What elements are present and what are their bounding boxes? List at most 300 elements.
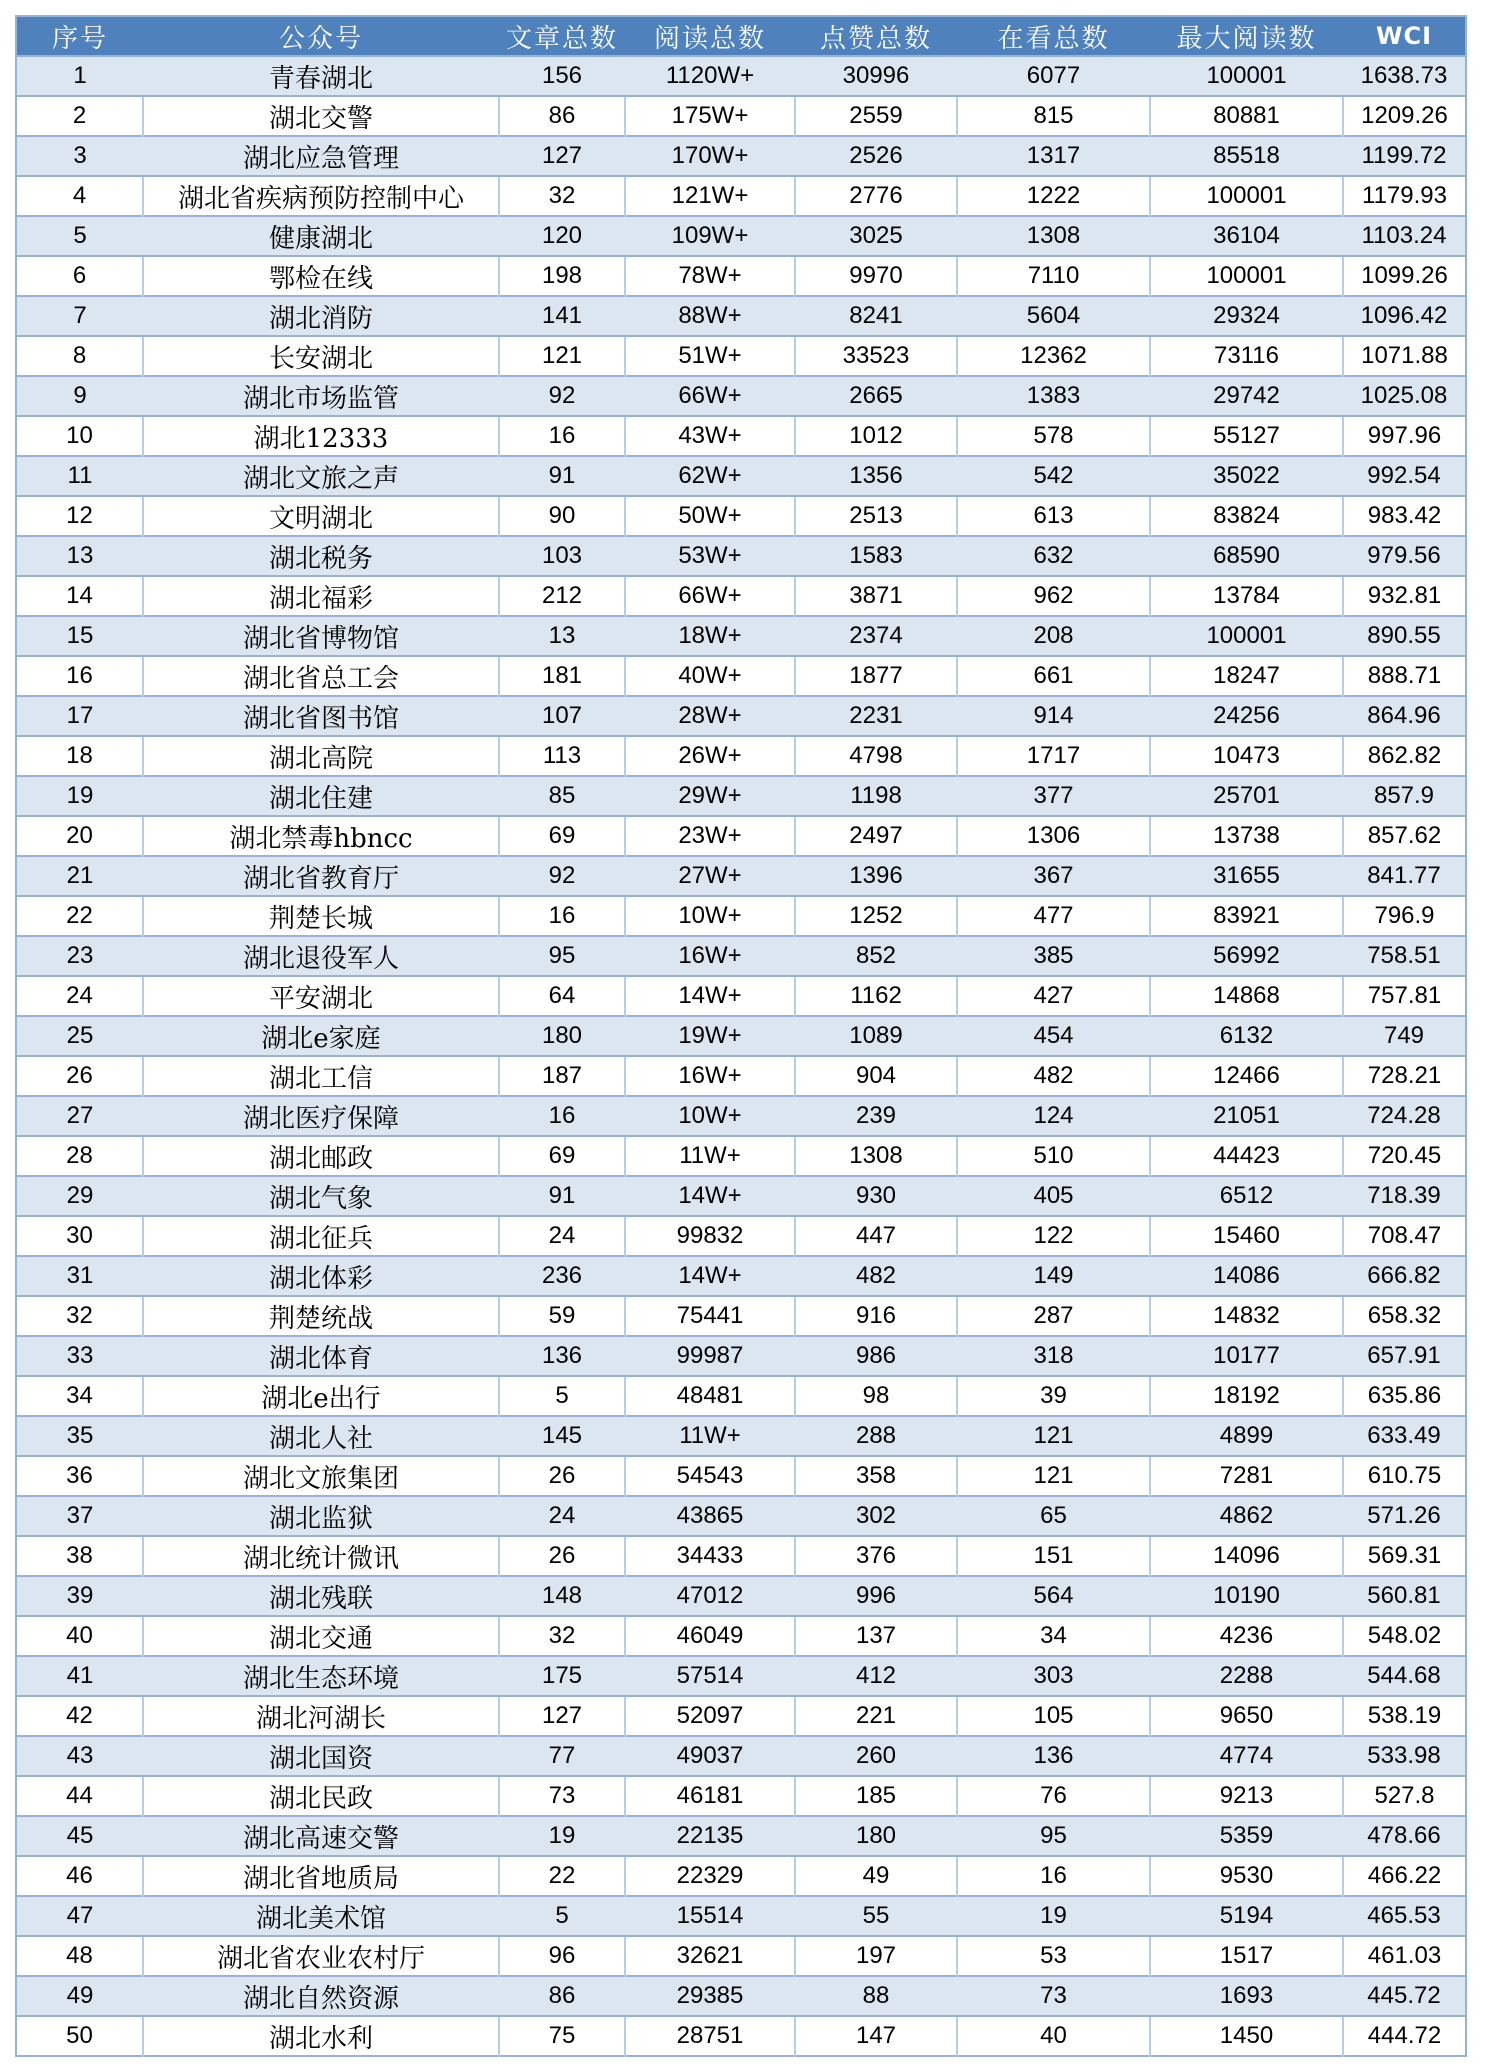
- max-reads-cell: 18192: [1150, 1376, 1343, 1416]
- article-count-cell: 90: [499, 496, 625, 536]
- max-reads-cell: 14832: [1150, 1296, 1343, 1336]
- wci-ranking-table: [15, 15, 1467, 2057]
- rank-cell: 12: [16, 496, 143, 536]
- article-count-cell: 127: [499, 136, 625, 176]
- account-name-cell: 湖北省地质局: [143, 1856, 499, 1896]
- account-name-cell: 湖北e出行: [143, 1376, 499, 1416]
- total-likes-cell: 49: [795, 1856, 957, 1896]
- total-reads-cell: 50W+: [625, 496, 795, 536]
- max-reads-cell: 56992: [1150, 936, 1343, 976]
- max-reads-cell: 100001: [1150, 176, 1343, 216]
- total-likes-cell: 3871: [795, 576, 957, 616]
- header-account: 公众号: [143, 16, 499, 56]
- total-watching-cell: 405: [957, 1176, 1150, 1216]
- table-row: [16, 56, 1466, 96]
- total-watching-cell: 16: [957, 1856, 1150, 1896]
- total-reads-cell: 170W+: [625, 136, 795, 176]
- total-likes-cell: 2526: [795, 136, 957, 176]
- rank-cell: 34: [16, 1376, 143, 1416]
- total-reads-cell: 11W+: [625, 1136, 795, 1176]
- total-likes-cell: 358: [795, 1456, 957, 1496]
- max-reads-cell: 4236: [1150, 1616, 1343, 1656]
- total-reads-cell: 23W+: [625, 816, 795, 856]
- article-count-cell: 73: [499, 1776, 625, 1816]
- rank-cell: 15: [16, 616, 143, 656]
- total-reads-cell: 22329: [625, 1856, 795, 1896]
- total-likes-cell: 1877: [795, 656, 957, 696]
- table-row: [16, 1856, 1466, 1896]
- max-reads-cell: 14096: [1150, 1536, 1343, 1576]
- wci-cell: 1071.88: [1343, 336, 1466, 376]
- rank-cell: 48: [16, 1936, 143, 1976]
- rank-cell: 21: [16, 856, 143, 896]
- wci-cell: 444.72: [1343, 2016, 1466, 2056]
- total-watching-cell: 815: [957, 96, 1150, 136]
- total-reads-cell: 14W+: [625, 976, 795, 1016]
- table-row: [16, 696, 1466, 736]
- account-name-cell: 鄂检在线: [143, 256, 499, 296]
- total-reads-cell: 51W+: [625, 336, 795, 376]
- wci-cell: 548.02: [1343, 1616, 1466, 1656]
- max-reads-cell: 100001: [1150, 256, 1343, 296]
- wci-cell: 610.75: [1343, 1456, 1466, 1496]
- total-reads-cell: 27W+: [625, 856, 795, 896]
- account-name-cell: 湖北工信: [143, 1056, 499, 1096]
- total-reads-cell: 15514: [625, 1896, 795, 1936]
- rank-cell: 18: [16, 736, 143, 776]
- total-likes-cell: 1308: [795, 1136, 957, 1176]
- article-count-cell: 69: [499, 1136, 625, 1176]
- account-name-cell: 湖北水利: [143, 2016, 499, 2056]
- table-row: [16, 656, 1466, 696]
- wci-cell: 796.9: [1343, 896, 1466, 936]
- account-name-cell: 湖北体彩: [143, 1256, 499, 1296]
- total-reads-cell: 66W+: [625, 376, 795, 416]
- header-row: [16, 16, 1466, 56]
- max-reads-cell: 1450: [1150, 2016, 1343, 2056]
- total-watching-cell: 367: [957, 856, 1150, 896]
- rank-cell: 26: [16, 1056, 143, 1096]
- article-count-cell: 127: [499, 1696, 625, 1736]
- header-max-reads: 最大阅读数: [1150, 16, 1343, 56]
- total-reads-cell: 62W+: [625, 456, 795, 496]
- total-reads-cell: 48481: [625, 1376, 795, 1416]
- total-likes-cell: 1252: [795, 896, 957, 936]
- total-watching-cell: 454: [957, 1016, 1150, 1056]
- wci-cell: 461.03: [1343, 1936, 1466, 1976]
- rank-cell: 1: [16, 56, 143, 96]
- table-row: [16, 1976, 1466, 2016]
- table-row: [16, 1336, 1466, 1376]
- max-reads-cell: 29324: [1150, 296, 1343, 336]
- article-count-cell: 24: [499, 1216, 625, 1256]
- table-row: [16, 1376, 1466, 1416]
- table-row: [16, 736, 1466, 776]
- total-likes-cell: 33523: [795, 336, 957, 376]
- wci-cell: 466.22: [1343, 1856, 1466, 1896]
- article-count-cell: 95: [499, 936, 625, 976]
- account-name-cell: 湖北e家庭: [143, 1016, 499, 1056]
- max-reads-cell: 14086: [1150, 1256, 1343, 1296]
- total-likes-cell: 482: [795, 1256, 957, 1296]
- total-watching-cell: 427: [957, 976, 1150, 1016]
- total-watching-cell: 6077: [957, 56, 1150, 96]
- total-watching-cell: 121: [957, 1456, 1150, 1496]
- table-row: [16, 136, 1466, 176]
- account-name-cell: 湖北邮政: [143, 1136, 499, 1176]
- wci-cell: 718.39: [1343, 1176, 1466, 1216]
- total-likes-cell: 376: [795, 1536, 957, 1576]
- article-count-cell: 156: [499, 56, 625, 96]
- max-reads-cell: 10473: [1150, 736, 1343, 776]
- rank-cell: 45: [16, 1816, 143, 1856]
- header-wci: WCI: [1343, 16, 1466, 56]
- total-reads-cell: 26W+: [625, 736, 795, 776]
- total-likes-cell: 3025: [795, 216, 957, 256]
- account-name-cell: 湖北人社: [143, 1416, 499, 1456]
- total-reads-cell: 19W+: [625, 1016, 795, 1056]
- table-body: [16, 56, 1466, 2056]
- account-name-cell: 荆楚统战: [143, 1296, 499, 1336]
- rank-cell: 42: [16, 1696, 143, 1736]
- total-likes-cell: 930: [795, 1176, 957, 1216]
- article-count-cell: 86: [499, 96, 625, 136]
- rank-cell: 32: [16, 1296, 143, 1336]
- total-likes-cell: 916: [795, 1296, 957, 1336]
- account-name-cell: 湖北12333: [143, 416, 499, 456]
- rank-cell: 29: [16, 1176, 143, 1216]
- article-count-cell: 175: [499, 1656, 625, 1696]
- total-watching-cell: 53: [957, 1936, 1150, 1976]
- total-likes-cell: 30996: [795, 56, 957, 96]
- total-likes-cell: 8241: [795, 296, 957, 336]
- wci-cell: 857.9: [1343, 776, 1466, 816]
- total-watching-cell: 122: [957, 1216, 1150, 1256]
- table-row: [16, 1736, 1466, 1776]
- table-row: [16, 1136, 1466, 1176]
- total-likes-cell: 996: [795, 1576, 957, 1616]
- total-likes-cell: 1012: [795, 416, 957, 456]
- max-reads-cell: 12466: [1150, 1056, 1343, 1096]
- table-row: [16, 856, 1466, 896]
- rank-cell: 13: [16, 536, 143, 576]
- wci-cell: 749: [1343, 1016, 1466, 1056]
- table-row: [16, 376, 1466, 416]
- total-likes-cell: 4798: [795, 736, 957, 776]
- table-row: [16, 896, 1466, 936]
- max-reads-cell: 9213: [1150, 1776, 1343, 1816]
- account-name-cell: 湖北国资: [143, 1736, 499, 1776]
- total-reads-cell: 14W+: [625, 1176, 795, 1216]
- article-count-cell: 22: [499, 1856, 625, 1896]
- table-row: [16, 1056, 1466, 1096]
- account-name-cell: 湖北河湖长: [143, 1696, 499, 1736]
- article-count-cell: 64: [499, 976, 625, 1016]
- total-reads-cell: 22135: [625, 1816, 795, 1856]
- total-watching-cell: 377: [957, 776, 1150, 816]
- wci-cell: 992.54: [1343, 456, 1466, 496]
- table-row: [16, 1616, 1466, 1656]
- rank-cell: 20: [16, 816, 143, 856]
- total-likes-cell: 1356: [795, 456, 957, 496]
- table-row: [16, 1416, 1466, 1456]
- account-name-cell: 湖北高速交警: [143, 1816, 499, 1856]
- table-row: [16, 296, 1466, 336]
- table-row: [16, 216, 1466, 256]
- total-watching-cell: 1717: [957, 736, 1150, 776]
- article-count-cell: 96: [499, 1936, 625, 1976]
- account-name-cell: 湖北交通: [143, 1616, 499, 1656]
- max-reads-cell: 83824: [1150, 496, 1343, 536]
- total-watching-cell: 385: [957, 936, 1150, 976]
- article-count-cell: 86: [499, 1976, 625, 2016]
- rank-cell: 25: [16, 1016, 143, 1056]
- table-row: [16, 1296, 1466, 1336]
- account-name-cell: 湖北省博物馆: [143, 616, 499, 656]
- table-row: [16, 1256, 1466, 1296]
- total-watching-cell: 76: [957, 1776, 1150, 1816]
- max-reads-cell: 2288: [1150, 1656, 1343, 1696]
- article-count-cell: 91: [499, 456, 625, 496]
- article-count-cell: 180: [499, 1016, 625, 1056]
- wci-cell: 1096.42: [1343, 296, 1466, 336]
- account-name-cell: 湖北文旅之声: [143, 456, 499, 496]
- article-count-cell: 13: [499, 616, 625, 656]
- article-count-cell: 19: [499, 1816, 625, 1856]
- rank-cell: 19: [16, 776, 143, 816]
- total-likes-cell: 2559: [795, 96, 957, 136]
- total-reads-cell: 14W+: [625, 1256, 795, 1296]
- wci-cell: 757.81: [1343, 976, 1466, 1016]
- table-row: [16, 336, 1466, 376]
- account-name-cell: 健康湖北: [143, 216, 499, 256]
- max-reads-cell: 36104: [1150, 216, 1343, 256]
- total-watching-cell: 1383: [957, 376, 1150, 416]
- article-count-cell: 120: [499, 216, 625, 256]
- wci-cell: 1638.73: [1343, 56, 1466, 96]
- account-name-cell: 湖北省总工会: [143, 656, 499, 696]
- table-row: [16, 776, 1466, 816]
- max-reads-cell: 83921: [1150, 896, 1343, 936]
- total-reads-cell: 40W+: [625, 656, 795, 696]
- account-name-cell: 湖北医疗保障: [143, 1096, 499, 1136]
- max-reads-cell: 13738: [1150, 816, 1343, 856]
- total-likes-cell: 260: [795, 1736, 957, 1776]
- wci-cell: 862.82: [1343, 736, 1466, 776]
- account-name-cell: 湖北文旅集团: [143, 1456, 499, 1496]
- max-reads-cell: 9650: [1150, 1696, 1343, 1736]
- rank-cell: 39: [16, 1576, 143, 1616]
- rank-cell: 5: [16, 216, 143, 256]
- table-row: [16, 1936, 1466, 1976]
- total-reads-cell: 16W+: [625, 1056, 795, 1096]
- total-watching-cell: 19: [957, 1896, 1150, 1936]
- article-count-cell: 91: [499, 1176, 625, 1216]
- table-row: [16, 496, 1466, 536]
- total-watching-cell: 65: [957, 1496, 1150, 1536]
- max-reads-cell: 4774: [1150, 1736, 1343, 1776]
- max-reads-cell: 55127: [1150, 416, 1343, 456]
- table-row: [16, 936, 1466, 976]
- max-reads-cell: 100001: [1150, 616, 1343, 656]
- account-name-cell: 湖北省疾病预防控制中心: [143, 176, 499, 216]
- article-count-cell: 141: [499, 296, 625, 336]
- wci-cell: 560.81: [1343, 1576, 1466, 1616]
- table-row: [16, 816, 1466, 856]
- max-reads-cell: 1693: [1150, 1976, 1343, 2016]
- total-watching-cell: 542: [957, 456, 1150, 496]
- max-reads-cell: 4899: [1150, 1416, 1343, 1456]
- rank-cell: 2: [16, 96, 143, 136]
- table-row: [16, 1016, 1466, 1056]
- total-watching-cell: 632: [957, 536, 1150, 576]
- total-reads-cell: 11W+: [625, 1416, 795, 1456]
- total-watching-cell: 95: [957, 1816, 1150, 1856]
- table-row: [16, 1216, 1466, 1256]
- article-count-cell: 16: [499, 896, 625, 936]
- total-watching-cell: 121: [957, 1416, 1150, 1456]
- account-name-cell: 青春湖北: [143, 56, 499, 96]
- header-total-reads: 阅读总数: [625, 16, 795, 56]
- article-count-cell: 92: [499, 376, 625, 416]
- table-row: [16, 416, 1466, 456]
- max-reads-cell: 1517: [1150, 1936, 1343, 1976]
- total-reads-cell: 121W+: [625, 176, 795, 216]
- article-count-cell: 148: [499, 1576, 625, 1616]
- wci-cell: 465.53: [1343, 1896, 1466, 1936]
- rank-cell: 28: [16, 1136, 143, 1176]
- account-name-cell: 湖北禁毒hbncc: [143, 816, 499, 856]
- total-watching-cell: 1306: [957, 816, 1150, 856]
- total-reads-cell: 43W+: [625, 416, 795, 456]
- table-row: [16, 1176, 1466, 1216]
- total-likes-cell: 288: [795, 1416, 957, 1456]
- wci-cell: 1199.72: [1343, 136, 1466, 176]
- article-count-cell: 198: [499, 256, 625, 296]
- account-name-cell: 文明湖北: [143, 496, 499, 536]
- wci-cell: 1103.24: [1343, 216, 1466, 256]
- wci-cell: 720.45: [1343, 1136, 1466, 1176]
- max-reads-cell: 31655: [1150, 856, 1343, 896]
- total-watching-cell: 124: [957, 1096, 1150, 1136]
- total-likes-cell: 904: [795, 1056, 957, 1096]
- max-reads-cell: 6512: [1150, 1176, 1343, 1216]
- wci-cell: 633.49: [1343, 1416, 1466, 1456]
- rank-cell: 31: [16, 1256, 143, 1296]
- total-reads-cell: 34433: [625, 1536, 795, 1576]
- rank-cell: 14: [16, 576, 143, 616]
- total-watching-cell: 510: [957, 1136, 1150, 1176]
- wci-cell: 533.98: [1343, 1736, 1466, 1776]
- account-name-cell: 湖北美术馆: [143, 1896, 499, 1936]
- total-watching-cell: 5604: [957, 296, 1150, 336]
- rank-cell: 8: [16, 336, 143, 376]
- rank-cell: 16: [16, 656, 143, 696]
- article-count-cell: 32: [499, 1616, 625, 1656]
- account-name-cell: 湖北省教育厅: [143, 856, 499, 896]
- account-name-cell: 湖北退役军人: [143, 936, 499, 976]
- account-name-cell: 湖北高院: [143, 736, 499, 776]
- max-reads-cell: 10177: [1150, 1336, 1343, 1376]
- header-article-count: 文章总数: [499, 16, 625, 56]
- total-watching-cell: 105: [957, 1696, 1150, 1736]
- article-count-cell: 107: [499, 696, 625, 736]
- account-name-cell: 湖北省图书馆: [143, 696, 499, 736]
- rank-cell: 33: [16, 1336, 143, 1376]
- total-reads-cell: 29385: [625, 1976, 795, 2016]
- total-likes-cell: 2374: [795, 616, 957, 656]
- total-likes-cell: 2231: [795, 696, 957, 736]
- max-reads-cell: 7281: [1150, 1456, 1343, 1496]
- wci-cell: 478.66: [1343, 1816, 1466, 1856]
- account-name-cell: 湖北残联: [143, 1576, 499, 1616]
- total-reads-cell: 32621: [625, 1936, 795, 1976]
- table-row: [16, 2016, 1466, 2056]
- total-likes-cell: 137: [795, 1616, 957, 1656]
- account-name-cell: 湖北应急管理: [143, 136, 499, 176]
- total-watching-cell: 1308: [957, 216, 1150, 256]
- rank-cell: 23: [16, 936, 143, 976]
- account-name-cell: 湖北交警: [143, 96, 499, 136]
- wci-cell: 445.72: [1343, 1976, 1466, 2016]
- total-reads-cell: 18W+: [625, 616, 795, 656]
- account-name-cell: 荆楚长城: [143, 896, 499, 936]
- wci-cell: 1099.26: [1343, 256, 1466, 296]
- article-count-cell: 187: [499, 1056, 625, 1096]
- wci-cell: 997.96: [1343, 416, 1466, 456]
- wci-cell: 983.42: [1343, 496, 1466, 536]
- wci-cell: 666.82: [1343, 1256, 1466, 1296]
- table-row: [16, 1696, 1466, 1736]
- rank-cell: 7: [16, 296, 143, 336]
- total-likes-cell: 98: [795, 1376, 957, 1416]
- account-name-cell: 湖北民政: [143, 1776, 499, 1816]
- table-row: [16, 616, 1466, 656]
- rank-cell: 17: [16, 696, 143, 736]
- rank-cell: 47: [16, 1896, 143, 1936]
- rank-cell: 49: [16, 1976, 143, 2016]
- total-reads-cell: 75441: [625, 1296, 795, 1336]
- wci-cell: 658.32: [1343, 1296, 1466, 1336]
- total-reads-cell: 88W+: [625, 296, 795, 336]
- table-row: [16, 96, 1466, 136]
- account-name-cell: 湖北气象: [143, 1176, 499, 1216]
- max-reads-cell: 6132: [1150, 1016, 1343, 1056]
- wci-cell: 932.81: [1343, 576, 1466, 616]
- wci-cell: 857.62: [1343, 816, 1466, 856]
- wci-cell: 544.68: [1343, 1656, 1466, 1696]
- wci-cell: 571.26: [1343, 1496, 1466, 1536]
- total-watching-cell: 1222: [957, 176, 1150, 216]
- total-likes-cell: 2497: [795, 816, 957, 856]
- total-watching-cell: 208: [957, 616, 1150, 656]
- account-name-cell: 湖北自然资源: [143, 1976, 499, 2016]
- total-watching-cell: 149: [957, 1256, 1150, 1296]
- wci-cell: 1209.26: [1343, 96, 1466, 136]
- total-watching-cell: 151: [957, 1536, 1150, 1576]
- total-reads-cell: 43865: [625, 1496, 795, 1536]
- account-name-cell: 湖北消防: [143, 296, 499, 336]
- article-count-cell: 26: [499, 1536, 625, 1576]
- table-row: [16, 536, 1466, 576]
- total-likes-cell: 1583: [795, 536, 957, 576]
- rank-cell: 44: [16, 1776, 143, 1816]
- table-row: [16, 256, 1466, 296]
- wci-cell: 728.21: [1343, 1056, 1466, 1096]
- wci-cell: 979.56: [1343, 536, 1466, 576]
- rank-cell: 9: [16, 376, 143, 416]
- table-row: [16, 1576, 1466, 1616]
